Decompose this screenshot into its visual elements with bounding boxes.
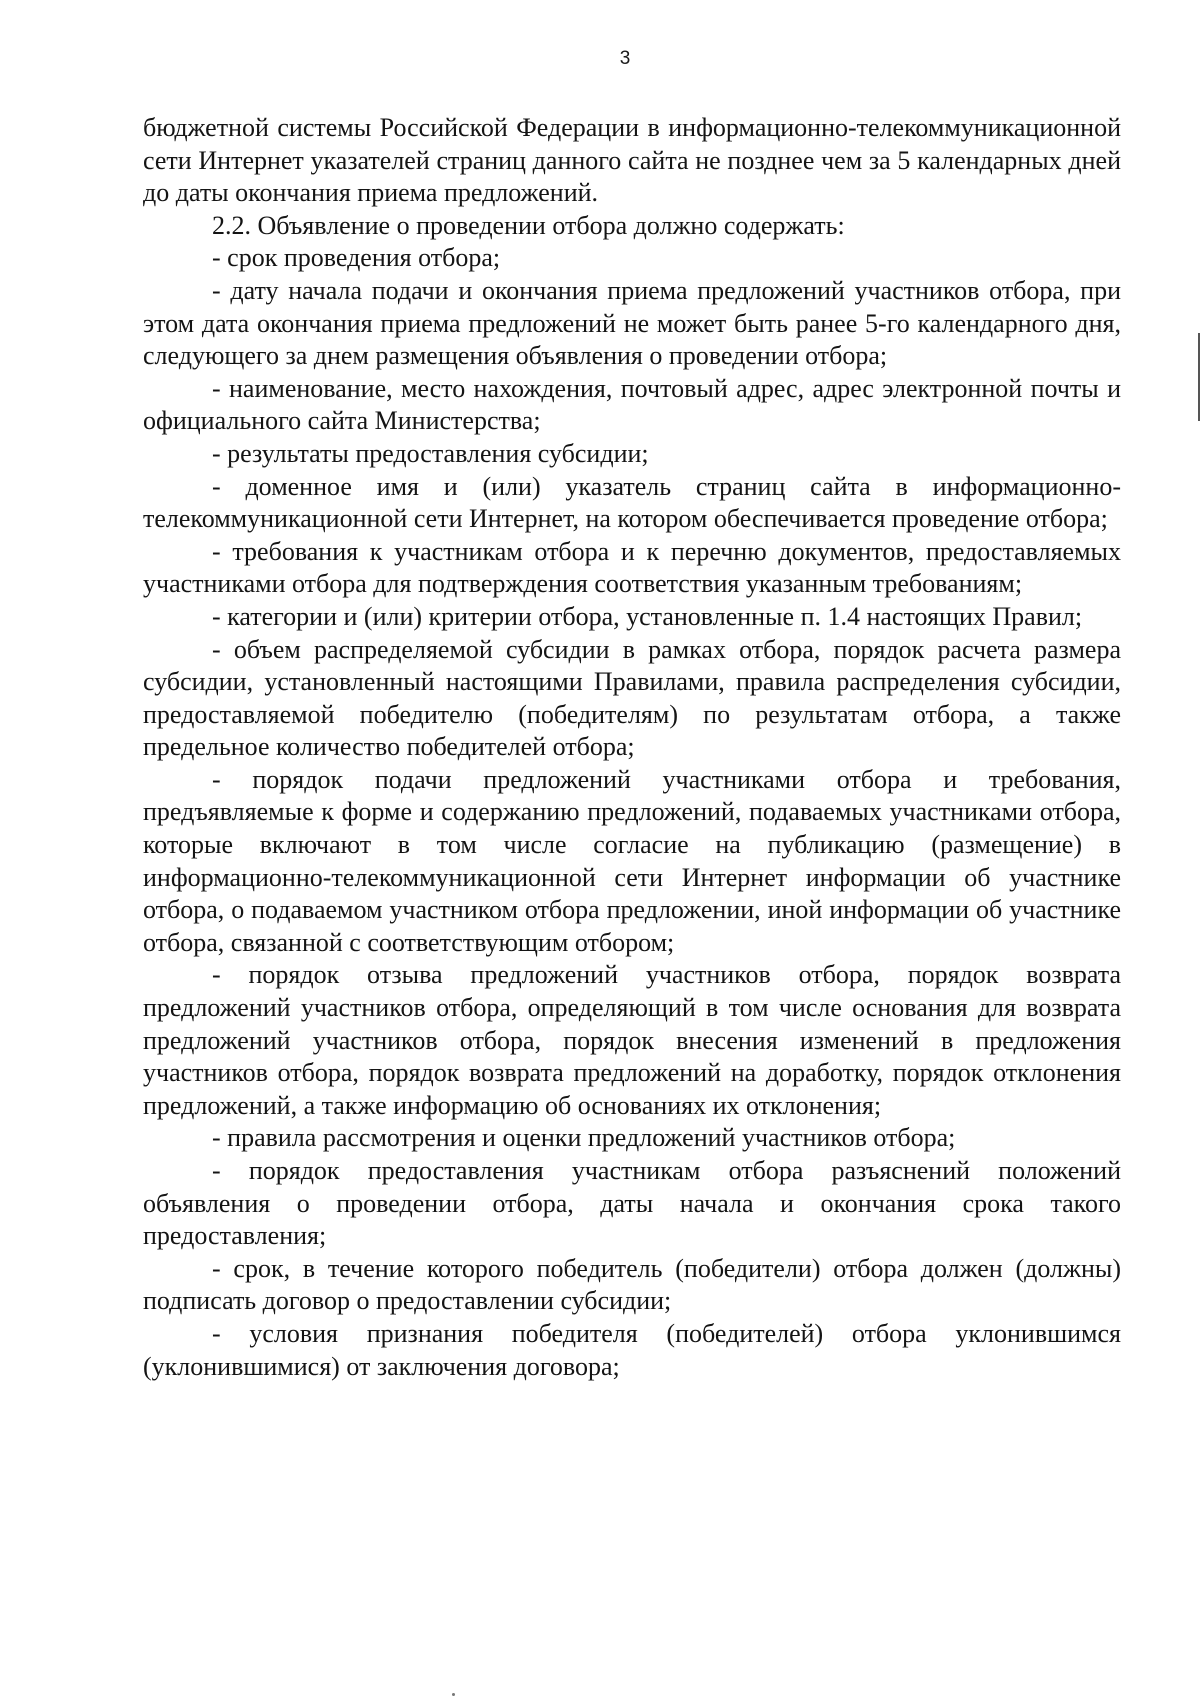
paragraph: 2.2. Объявление о проведении отбора должно содержать: — [212, 210, 845, 240]
scan-dot-mark — [452, 1693, 455, 1696]
paragraph: - срок проведения отбора; — [212, 243, 501, 273]
document-body — [143, 112, 1121, 1383]
paragraph: - результаты предоставления субсидии; — [212, 438, 649, 468]
paragraph: - категории и (или) критерии отбора, установленные п. 1.4 настоящих Правил; — [212, 601, 1083, 631]
paragraph: - дату начала подачи и окончания приема предложений участников отбора, при этом дата окончания приема предложений не может быть ранее 5-го календарного дня, следующего за днем размещения объявления о проведении отбора; — [143, 275, 1121, 371]
paragraph: - наименование, место нахождения, почтовый адрес, адрес электронной почты и официального сайта Министерства; — [143, 373, 1121, 436]
paragraph: - правила рассмотрения и оценки предложений участников отбора; — [212, 1123, 956, 1153]
paragraph: - требования к участникам отбора и к перечню документов, предоставляемых участниками отбора для подтверждения соответствия указанным требованиям; — [143, 536, 1121, 599]
paragraph: - порядок предоставления участникам отбора разъяснений положений объявления о проведении отбора, даты начала и окончания срока такого предоставления; — [143, 1156, 1121, 1251]
paragraph: - доменное имя и (или) указатель страниц сайта в информационно-телекоммуникационной сети Интернет, на котором обеспечивается проведение отбора; — [143, 471, 1121, 534]
paragraph: - порядок отзыва предложений участников отбора, порядок возврата предложений участников отбора, определяющий в том числе основания для возврата предложений участников отбора, порядок внесения изменений в предложения участников отбора, порядок возврата предложений на доработку, порядок отклонения предложений, а также информацию об основаниях их отклонения; — [143, 960, 1121, 1120]
paragraph: бюджетной системы Российской Федерации в информационно-телекоммуникационной сети Интернет указателей страниц данного сайта не позднее чем за 5 календарных дней до даты окончания приема предложений. — [143, 113, 1121, 208]
paragraph: - порядок подачи предложений участниками отбора и требования, предъявляемые к форме и содержанию предложений, подаваемых участниками отбора, которые включают в том числе согласие на публикацию (размещение) в информационно-телекоммуникационной сети Интернет информации об участнике отбора, о подаваемом участником отбора предложении, иной информации об участнике отбора, связанной с соответствующим отбором; — [143, 764, 1121, 957]
paragraph: - срок, в течение которого победитель (победители) отбора должен (должны) подписать договор о предоставлении субсидии; — [143, 1253, 1121, 1316]
paragraph: - объем распределяемой субсидии в рамках отбора, порядок расчета размера субсидии, установленный настоящими Правилами, правила распределения субсидии, предоставляемой победителю (победителям) по результатам отбора, а также предельное количество победителей отбора; — [143, 634, 1121, 762]
paragraph: - условия признания победителя (победителей) отбора уклонившимся (уклонившимися) от заключения договора; — [143, 1318, 1121, 1381]
page-number: 3 — [619, 48, 631, 69]
